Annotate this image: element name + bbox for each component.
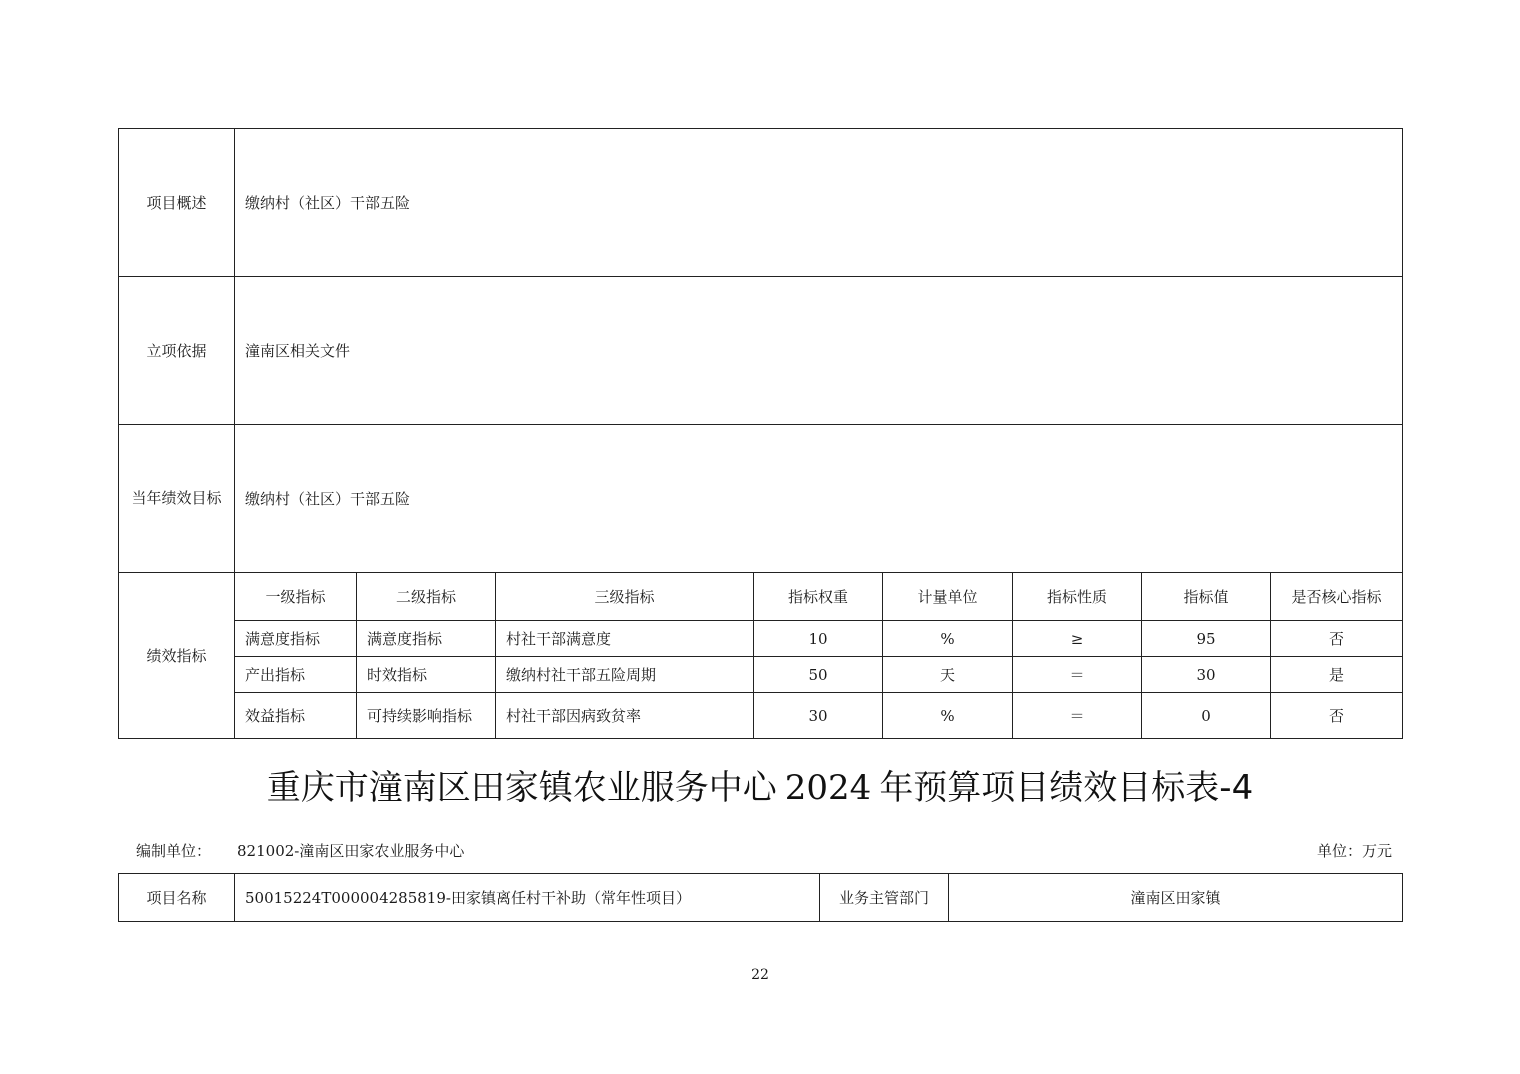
indicator-header-row	[119, 573, 1403, 621]
table-row	[119, 657, 1403, 693]
cell-weight: 30	[754, 693, 883, 739]
annual-goal-label: 当年绩效目标	[119, 425, 235, 573]
cell-operator: ≥	[1013, 621, 1142, 657]
header-cell: 指标权重	[754, 573, 883, 621]
cell-unit: 天	[883, 657, 1013, 693]
cell-level3: 村社干部因病致贫率	[496, 693, 754, 739]
performance-table-upper	[118, 128, 1403, 739]
header-cell: 计量单位	[883, 573, 1013, 621]
cell-level2: 时效指标	[357, 657, 496, 693]
cell-core: 否	[1271, 621, 1403, 657]
cell-level2: 可持续影响指标	[357, 693, 496, 739]
document-title	[0, 760, 1520, 809]
project-row	[119, 874, 1403, 922]
header-cell: 三级指标	[496, 573, 754, 621]
basis-label: 立项依据	[119, 277, 235, 425]
department-label: 业务主管部门	[820, 874, 949, 922]
basis-value: 潼南区相关文件	[235, 277, 1403, 425]
page-number: 22	[751, 967, 769, 983]
cell-operator: ＝	[1013, 693, 1142, 739]
table-row	[119, 621, 1403, 657]
cell-core: 是	[1271, 657, 1403, 693]
title-year: 2024	[784, 768, 872, 808]
annual-goal-value: 缴纳村（社区）干部五险	[235, 425, 1403, 573]
title-suffix: 年预算项目绩效目标表-4	[879, 768, 1254, 808]
compiling-unit	[136, 840, 464, 861]
cell-value: 95	[1142, 621, 1271, 657]
cell-value: 30	[1142, 657, 1271, 693]
cell-value: 0	[1142, 693, 1271, 739]
overview-label: 项目概述	[119, 129, 235, 277]
header-cell: 一级指标	[235, 573, 357, 621]
cell-unit: %	[883, 693, 1013, 739]
cell-level1: 效益指标	[235, 693, 357, 739]
cell-level2: 满意度指标	[357, 621, 496, 657]
overview-row	[119, 129, 1403, 277]
cell-level3: 缴纳村社干部五险周期	[496, 657, 754, 693]
header-cell: 二级指标	[357, 573, 496, 621]
cell-level3: 村社干部满意度	[496, 621, 754, 657]
cell-weight: 10	[754, 621, 883, 657]
cell-core: 否	[1271, 693, 1403, 739]
cell-level1: 满意度指标	[235, 621, 357, 657]
basis-row	[119, 277, 1403, 425]
cell-weight: 50	[754, 657, 883, 693]
project-name-label: 项目名称	[119, 874, 235, 922]
header-cell: 是否核心指标	[1271, 573, 1403, 621]
header-cell: 指标值	[1142, 573, 1271, 621]
project-info-table	[118, 873, 1403, 922]
annual-goal-row	[119, 425, 1403, 573]
title-prefix: 重庆市潼南区田家镇农业服务中心	[266, 768, 777, 808]
cell-operator: ＝	[1013, 657, 1142, 693]
indicators-label: 绩效指标	[119, 573, 235, 739]
table-row	[119, 693, 1403, 739]
department-value: 潼南区田家镇	[949, 874, 1403, 922]
compiling-unit-label: 编制单位：	[136, 842, 212, 860]
project-name-value: 50015224T000004285819-田家镇离任村干补助（常年性项目）	[235, 874, 820, 922]
header-cell: 指标性质	[1013, 573, 1142, 621]
cell-unit: %	[883, 621, 1013, 657]
overview-value: 缴纳村（社区）干部五险	[235, 129, 1403, 277]
cell-level1: 产出指标	[235, 657, 357, 693]
compiling-unit-value: 821002-潼南区田家农业服务中心	[237, 842, 465, 860]
currency-unit: 单位：万元	[1316, 842, 1392, 860]
